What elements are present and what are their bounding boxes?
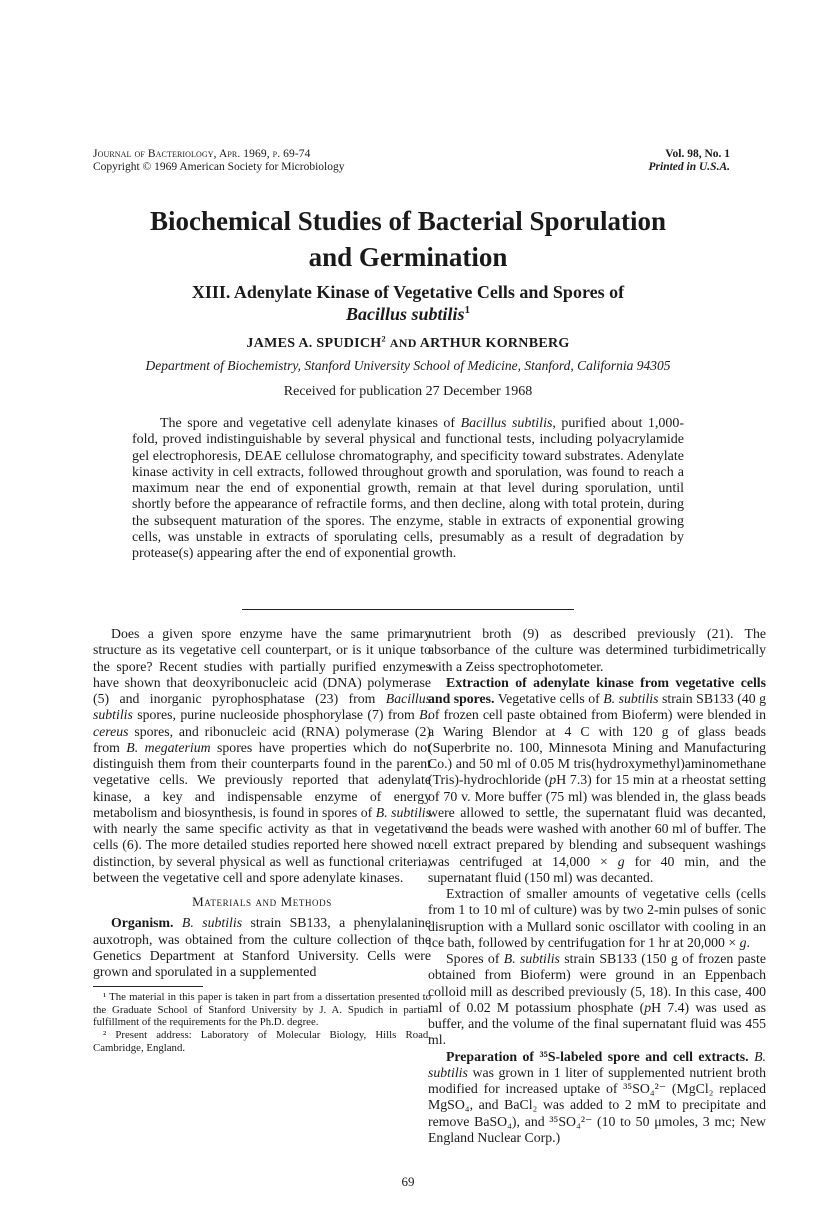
author-line bbox=[60, 335, 756, 352]
footnote-2: ² Present address: Laboratory of Molecular Biology, Hills Road, Cambridge, England. bbox=[93, 1029, 431, 1054]
affiliation: Department of Biochemistry, Stanford University School of Medicine, Stanford, California 94305 bbox=[145, 358, 671, 373]
journal-citation: Journal of Bacteriology, Apr. 1969, p. 69-74 bbox=[93, 148, 311, 160]
organism-paragraph: Organism. B. subtilis strain SB133, a phenylalanine auxotroph, was obtained from the culture collection of the Genetics Department at Stanford University. Cells were grown and sporulated in a supplemented bbox=[93, 915, 432, 979]
received-date: Received for publication 27 December 1968 bbox=[283, 384, 533, 399]
abstract-text-2: , purified about 1,000-fold, proved indistinguishable by several physical and functional tests, including polyacrylamide gel electrophoresis, DEAE cellulose chromatography, and specificity toward substrates. Adenylate kinase activity in cell extracts, followed throughout growth and sporulation, was found to reach a maximum near the end of exponential growth, remain at that level during sporulation, until shortly before the appearance of refractile forms, and then decline, along with total protein, during the subsequent maturation of the spores. The enzyme, stable in extracts of exponential growing cells, was unstable in extracts of sporulating cells, presumably as a result of degradation by protease(s) appearing after the end of exponential growth. bbox=[132, 416, 684, 562]
copyright-line: Copyright © 1969 American Society for Microbiology bbox=[93, 161, 345, 173]
abstract-organism: Bacillus subtilis bbox=[460, 416, 553, 431]
title-line-1: Biochemical Studies of Bacterial Sporulation bbox=[150, 206, 666, 236]
subtitle-organism: Bacillus subtilis bbox=[346, 304, 465, 324]
extraction-paragraph: Extraction of adenylate kinase from vegetative cells and spores. Vegetative cells of B. subtilis strain SB133 (40 g of frozen cell paste obtained from Bioferm) were blended in a Waring Blendor at 4 C with 120 g of glass beads (Superbrite no. 100, Minnesota Mining and Manufacturing Co.) and 50 ml of 0.05 M tris(hydroxymethyl)aminomethane (Tris)-hydrochloride (pH 7.3) for 15 min at a rheostat setting of 70 v. More buffer (75 ml) was blended in, the glass beads were allowed to settle, the supernatant fluid was decanted, and the beads were washed with another 60 ml of buffer. The cell extract prepared by blending and subsequent washings was centrifuged at 14,000 × g for 40 min, and the supernatant fluid (150 ml) was decanted. bbox=[428, 674, 767, 885]
author-1: JAMES A. SPUDICH bbox=[246, 336, 382, 351]
subtitle-line-1: XIII. Adenylate Kinase of Vegetative Cells and Spores of bbox=[191, 282, 625, 302]
intro-paragraph: Does a given spore enzyme have the same primary structure as its vegetative cell counterpart, or is it unique to the spore? Recent studies with partially purified enzymes have shown that deoxyribonucleic acid (DNA) polymerase (5) and inorganic pyrophosphatase (23) from Bacillus subtilis spores, purine nucleoside phosphorylase (7) from B. cereus spores, and ribonucleic acid (RNA) polymerase (2) from B. megaterium spores have properties which do not distinguish them from their counterparts found in the parent vegetative cells. We previously reported that adenylate kinase, a key and indispensable enzyme of energy metabolism and biosynthesis, is found in spores of B. subtilis with nearly the same specific activity as that in vegetative cells (6). The more detailed studies reported here showed no distinction, by several physical as well as functional criteria, between the vegetative cell and spore adenylate kinases. bbox=[93, 626, 431, 885]
section-heading-methods: Materials and Methods bbox=[192, 894, 332, 909]
printed-in: Printed in U.S.A. bbox=[648, 161, 730, 173]
abstract-text-1: The spore and vegetative cell adenylate kinases of bbox=[160, 416, 461, 431]
subtitle-line-2 bbox=[60, 303, 756, 325]
footnote-1: ¹ The material in this paper is taken in part from a dissertation presented to the Graduate School of Stanford University by J. A. Spudich in partial fulfillment of the requirements for the Ph.D. degree. bbox=[93, 991, 431, 1029]
page-number: 69 bbox=[401, 1174, 415, 1189]
footnote-ref-2: 2 bbox=[381, 334, 386, 344]
author-and: AND bbox=[389, 336, 417, 350]
left-column bbox=[93, 626, 431, 1054]
abstract-divider bbox=[242, 609, 574, 610]
article-subtitle bbox=[60, 281, 756, 325]
spore-extraction-paragraph: Spores of B. subtilis strain SB133 (150 g of frozen paste obtained from Bioferm) were ground in an Eppenbach colloid mill as described previously (5, 18). In this case, 400 ml of 0.02 M potassium phosphate (pH 7.4) was used as buffer, and the volume of the final supernatant fluid was 455 ml. bbox=[428, 951, 766, 1048]
title-line-2: and Germination bbox=[308, 242, 508, 272]
labeled-extract-paragraph: Preparation of ³⁵S-labeled spore and cell extracts. B. subtilis was grown in 1 liter of supplemented nutrient broth modified for increased uptake of ³⁵SO₄²⁻ (MgCl₂ replaced MgSO₄, and BaCl₂ was added to 2 mM to precipitate and remove BaSO₄), and ³⁵SO₄²⁻ (10 to 50 μmoles, 3 mc; New England Nuclear Corp.) bbox=[428, 1048, 767, 1145]
footnote-divider bbox=[93, 986, 203, 987]
footnote-ref-1: 1 bbox=[464, 304, 470, 316]
abstract bbox=[132, 416, 684, 563]
sonic-extraction-paragraph: Extraction of smaller amounts of vegetative cells (cells from 1 to 10 ml of culture) was by two 2-min pulses of sonic disruption with a Mullard sonic oscillator with cooling in an ice bath, followed by centrifugation for 1 hr at 20,000 × g. bbox=[428, 886, 766, 950]
article-title bbox=[60, 203, 756, 275]
volume-number: Vol. 98, No. 1 bbox=[665, 148, 730, 160]
author-2: ARTHUR KORNBERG bbox=[419, 336, 570, 351]
right-column bbox=[428, 626, 766, 1146]
continued-paragraph: nutrient broth (9) as described previously (21). The absorbance of the culture was determined turbidimetrically with a Zeiss spectrophotometer. bbox=[428, 626, 766, 674]
